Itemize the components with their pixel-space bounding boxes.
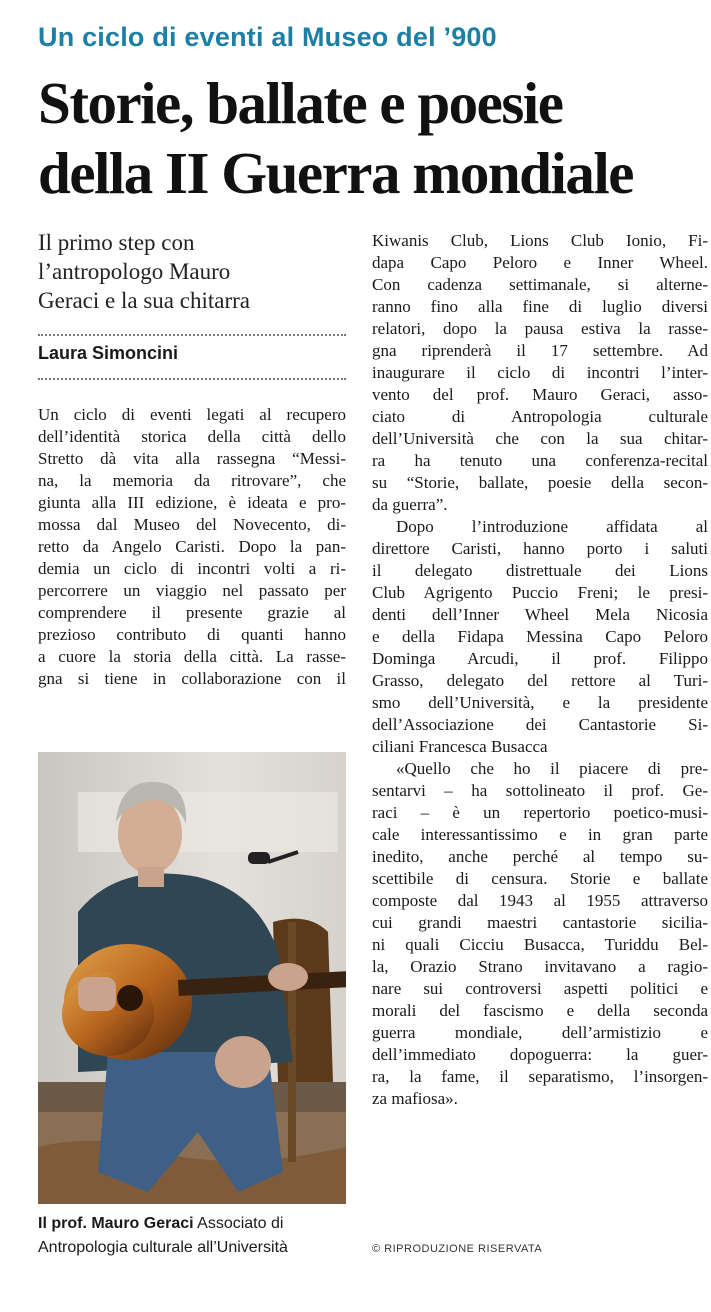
caption-name: Il prof. Mauro Geraci	[38, 1215, 194, 1232]
body-line: inaugurare il ciclo di incontri l’inter-	[372, 363, 708, 382]
article-kicker: Un ciclo di eventi al Museo del ’900	[38, 22, 497, 52]
body-line: da guerra”.	[372, 495, 448, 514]
body-line: ni quali Cicciu Busacca, Turiddu Bel-	[372, 935, 708, 954]
copyright-notice: © RIPRODUZIONE RISERVATA	[372, 1243, 543, 1255]
body-line: a cuore la storia della città. La rasse-	[38, 647, 346, 666]
body-line: ciato di Antropologia culturale	[372, 407, 708, 426]
body-line: smo dell’Università, e la presidente	[372, 693, 708, 712]
body-line: «Quello che ho il piacere di pre-	[396, 759, 708, 778]
body-line: e della Fidapa Messina Capo Peloro	[372, 627, 708, 646]
dotted-divider	[38, 334, 346, 336]
body-line: Con cadenza settimanale, si alterne-	[372, 275, 708, 294]
body-line: dapa Capo Peloro e Inner Wheel.	[372, 253, 708, 272]
body-line: Dopo l’introduzione affidata al	[396, 517, 708, 536]
body-line: comprendere il presente grazie al	[38, 603, 346, 622]
dotted-divider	[38, 378, 346, 380]
body-line: guerra mondiale, dell’armistizio e	[372, 1023, 708, 1042]
headline-line: Storie, ballate e poesie	[38, 70, 563, 136]
article-subhead	[38, 228, 348, 315]
body-line: Kiwanis Club, Lions Club Ionio, Fi-	[372, 231, 708, 250]
body-line: cale interessantissimo e in gran parte	[372, 825, 708, 844]
body-line: su “Storie, ballate, poesie della secon-	[372, 473, 708, 492]
body-line: Un ciclo di eventi legati al recupero	[38, 405, 346, 424]
body-line: denti dell’Inner Wheel Mela Nicosia	[372, 605, 708, 624]
body-line: nare sui controversi aspetti politici e	[372, 979, 708, 998]
body-line: dell’Università che con la sua chitar-	[372, 429, 708, 448]
caption-line: Antropologia culturale all’Università	[38, 1239, 288, 1256]
body-line: Grasso, delegato del rettore al Turi-	[372, 671, 708, 690]
body-line: giunta alla III edizione, è ideata e pro-	[38, 493, 346, 512]
body-line: prezioso contributo di quanti hanno	[38, 625, 346, 644]
body-line: dell’Associazione dei Cantastorie Si-	[372, 715, 708, 734]
body-line: ciliani Francesca Busacca	[372, 737, 548, 756]
man-with-guitar-photo	[38, 752, 346, 1204]
body-line: gna si tiene in collaborazione con il	[38, 669, 346, 688]
body-line: la, Orazio Strano invitavano a ragio-	[372, 957, 708, 976]
body-line: demia un ciclo di incontri volti a ri-	[38, 559, 346, 578]
body-line: ra ha tenuto una conferenza-recital	[372, 451, 708, 470]
body-line: vento del prof. Mauro Geraci, asso-	[372, 385, 708, 404]
body-line: relatori, dopo la pausa estiva la rasse-	[372, 319, 708, 338]
body-line: morali del fascismo e della seconda	[372, 1001, 708, 1020]
body-line: dell’immediato dopoguerra: la guer-	[372, 1045, 708, 1064]
body-line: gna riprenderà il 17 settembre. Ad	[372, 341, 708, 360]
body-line: ranno fino alla fine di luglio diversi	[372, 297, 708, 316]
body-line: cui grandi maestri cantastorie sicilia-	[372, 913, 708, 932]
body-line: na, la memoria da ritrovare”, che	[38, 471, 346, 490]
body-line: direttore Caristi, hanno porto i saluti	[372, 539, 708, 558]
body-line: retto da Angelo Caristi. Dopo la pan-	[38, 537, 346, 556]
photo-caption	[38, 1212, 358, 1260]
caption-text: Associato di	[193, 1215, 284, 1232]
body-line: inedito, anche perché al tempo su-	[372, 847, 708, 866]
subhead-line: l’antropologo Mauro	[38, 259, 231, 284]
body-line: za mafiosa».	[372, 1089, 458, 1108]
body-column-right	[372, 230, 708, 1110]
article-photo	[38, 752, 346, 1204]
body-line: percorrere un viaggio nel passato per	[38, 581, 346, 600]
body-line: dell’identità storica della città dello	[38, 427, 346, 446]
body-line: scettibile di censura. Storie e ballate	[372, 869, 708, 888]
body-line: composte dal 1943 al 1955 attraverso	[372, 891, 708, 910]
author-byline: Laura Simoncini	[38, 343, 179, 363]
subhead-line: Geraci e la sua chitarra	[38, 288, 250, 313]
body-line: sentarvi – ha sottolineato il prof. Ge-	[372, 781, 708, 800]
body-line: mossa dal Museo del Novecento, di-	[38, 515, 346, 534]
body-column-left	[38, 404, 346, 690]
subhead-line: Il primo step con	[38, 230, 195, 255]
body-line: Dominga Arcudi, il prof. Filippo	[372, 649, 708, 668]
body-line: Club Agrigento Puccio Freni; le presi-	[372, 583, 708, 602]
article-headline	[38, 68, 698, 208]
body-line: Stretto dà vita alla rassegna “Messi-	[38, 449, 346, 468]
body-line: il delegato distrettuale dei Lions	[372, 561, 708, 580]
body-line: ra, la fame, il separatismo, l’insorgen-	[372, 1067, 708, 1086]
body-line: raci – è un repertorio poetico-musi-	[372, 803, 708, 822]
headline-line: della II Guerra mondiale	[38, 140, 633, 206]
caption-line	[38, 1212, 358, 1236]
